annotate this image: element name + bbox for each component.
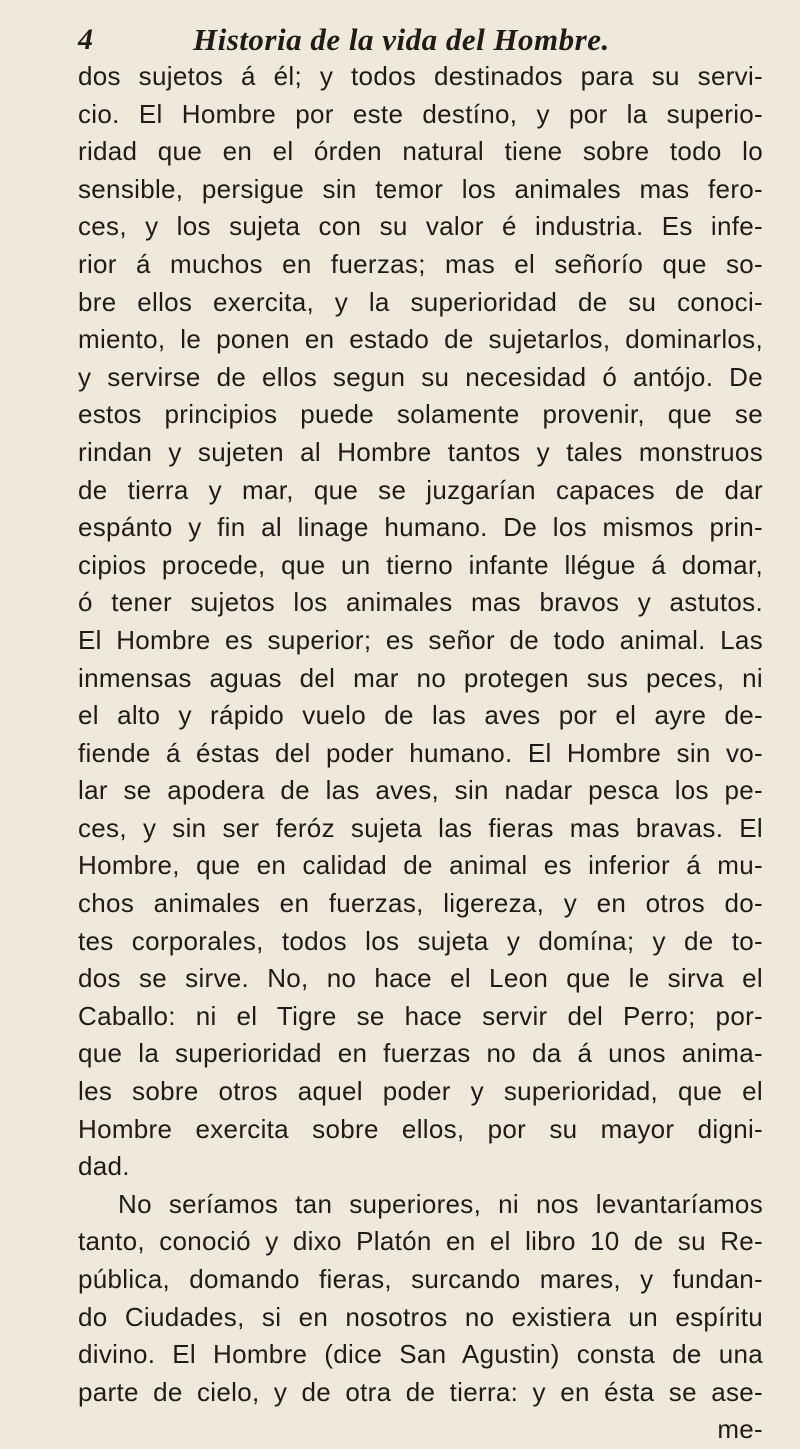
text-line: de tierra y mar, que se juzgarían capaces de dar: [78, 474, 763, 505]
text-line: que la superioridad en fuerzas no da á unos anima-: [78, 1038, 763, 1069]
text-line: estos principios puede solamente provenir, que se: [78, 399, 763, 430]
text-line: rindan y sujeten al Hombre tantos y tales monstruos: [78, 436, 763, 467]
text-line: sensible, persigue sin temor los animales mas fero-: [78, 173, 763, 204]
text-line: ó tener sujetos los animales mas bravos y astutos.: [78, 587, 763, 618]
text-line: ces, y sin ser feróz sujeta las fieras mas bravas. El: [78, 812, 763, 843]
text-line: do Ciudades, si en nosotros no existiera un espíritu: [78, 1301, 763, 1332]
text-line: No seríamos tan superiores, ni nos levantaríamos: [118, 1188, 763, 1219]
body-text: [78, 58, 763, 1449]
text-line: rior á muchos en fuerzas; mas el señorío que so-: [78, 248, 763, 279]
text-line: pública, domando fieras, surcando mares, y fundan-: [78, 1264, 763, 1294]
running-title: Historia de la vida del Hombre.: [193, 22, 610, 57]
text-line: bre ellos exercita, y la superioridad de su conoci-: [78, 286, 763, 317]
text-line: lar se apodera de las aves, sin nadar pesca los pe-: [78, 775, 763, 806]
text-line: divino. El Hombre (dice San Agustin) consta de una: [78, 1339, 763, 1370]
text-line: miento, le ponen en estado de sujetarlos, dominarlos,: [78, 324, 763, 355]
text-line: fiende á éstas del poder humano. El Hombre sin vo-: [78, 737, 763, 768]
text-line: ridad que en el órden natural tiene sobre todo lo: [78, 136, 763, 167]
text-line: El Hombre es superior; es señor de todo animal. Las: [78, 624, 763, 655]
text-line: Hombre, que en calidad de animal es inferior á mu-: [78, 850, 763, 881]
catchword: me-: [717, 1414, 763, 1445]
text-line: chos animales en fuerzas, ligereza, y en otros do-: [78, 888, 763, 919]
text-line: dad.: [78, 1151, 130, 1182]
text-line: inmensas aguas del mar no protegen sus peces, ni: [78, 662, 763, 693]
page-header: [78, 18, 718, 62]
text-line: cio. El Hombre por este destíno, y por la superio-: [78, 98, 763, 129]
text-line: espánto y fin al linage humano. De los mismos prin-: [78, 512, 763, 543]
text-line: parte de cielo, y de otra de tierra: y en ésta se ase-: [78, 1376, 763, 1407]
text-line: les sobre otros aquel poder y superioridad, que el: [78, 1076, 763, 1107]
text-line: tes corporales, todos los sujeta y domína; y de to-: [78, 925, 763, 956]
text-line: y servirse de ellos segun su necesidad ó antójo. De: [78, 361, 763, 392]
text-line: Caballo: ni el Tigre se hace servir del Perro; por-: [78, 1000, 763, 1031]
text-line: tanto, conoció y dixo Platón en el libro 10 de su Re-: [78, 1226, 763, 1257]
text-line: el alto y rápido vuelo de las aves por el ayre de-: [78, 700, 763, 731]
text-line: ces, y los sujeta con su valor é industria. Es infe-: [78, 211, 763, 242]
text-line: dos sujetos á él; y todos destinados para su servi-: [78, 61, 763, 91]
text-line: dos se sirve. No, no hace el Leon que le sirva el: [78, 963, 763, 994]
text-line: cipios procede, que un tierno infante llégue á domar,: [78, 549, 763, 580]
text-line: Hombre exercita sobre ellos, por su mayor digni-: [78, 1113, 763, 1144]
page-number: 4: [78, 23, 93, 56]
